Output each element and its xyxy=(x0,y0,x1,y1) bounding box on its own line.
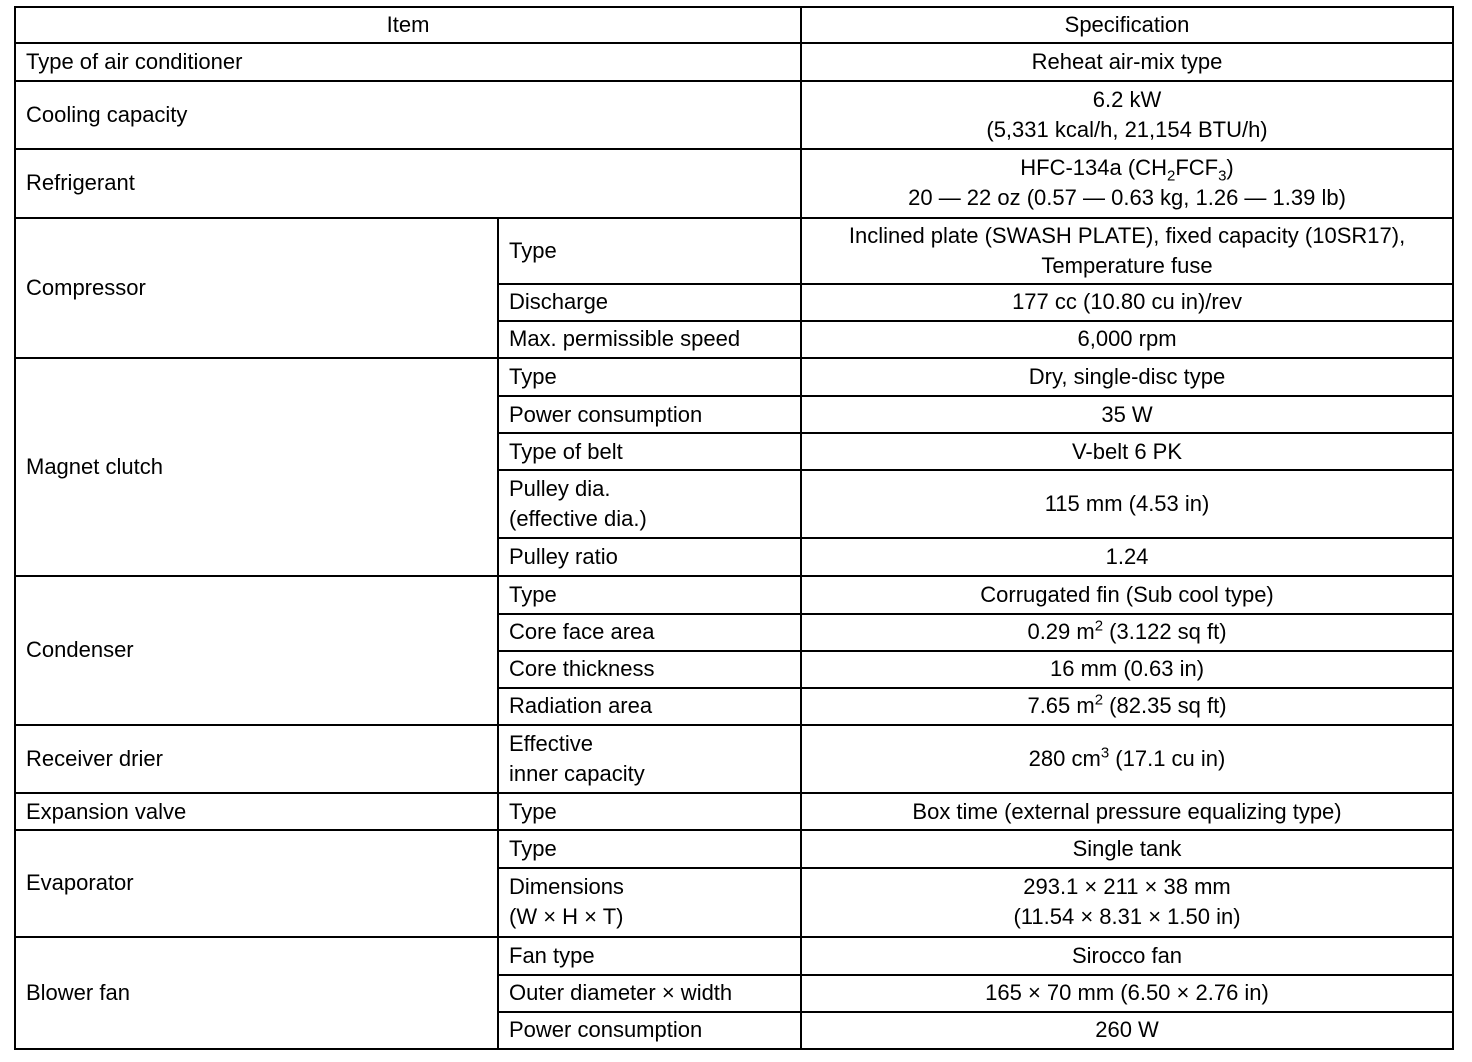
expansion-type-label: Type xyxy=(498,793,801,830)
receiver-capacity-label xyxy=(498,725,801,793)
clutch-type-label: Type xyxy=(498,358,801,396)
row-label-condenser: Condenser xyxy=(15,576,498,725)
refrigerant-value-line-2: 20 — 22 oz (0.57 — 0.63 kg, 1.26 — 1.39 lb) xyxy=(908,185,1346,211)
clutch-power-value: 35 W xyxy=(801,396,1453,433)
header-item: Item xyxy=(15,7,801,43)
table-row xyxy=(15,149,1453,217)
row-label-refrigerant: Refrigerant xyxy=(15,149,801,217)
refrigerant-subscript-1: 2 xyxy=(1166,167,1176,185)
blower-power-label: Power consumption xyxy=(498,1012,801,1049)
row-value-refrigerant xyxy=(801,149,1453,217)
radiation-part-2: (82.35 sq ft) xyxy=(1103,693,1227,719)
evaporator-dimensions-label-line-1: Dimensions xyxy=(509,874,624,900)
row-label-compressor: Compressor xyxy=(15,218,498,358)
condenser-radiation-label: Radiation area xyxy=(498,688,801,725)
clutch-belt-label: Type of belt xyxy=(498,433,801,470)
compressor-type-label: Type xyxy=(498,218,801,284)
refrigerant-formula-part-1: HFC-134a (CH xyxy=(1020,155,1167,181)
row-label-clutch: Magnet clutch xyxy=(15,358,498,576)
table-header-row xyxy=(15,7,1453,43)
compressor-speed-value: 6,000 rpm xyxy=(801,321,1453,358)
blower-outer-label: Outer diameter × width xyxy=(498,975,801,1012)
row-label-cooling: Cooling capacity xyxy=(15,81,801,149)
row-label-receiver: Receiver drier xyxy=(15,725,498,793)
evaporator-dimensions-value xyxy=(801,868,1453,936)
clutch-pulley-value: 115 mm (4.53 in) xyxy=(801,470,1453,538)
table-row xyxy=(15,793,1453,830)
receiver-capacity-label-line-2: inner capacity xyxy=(509,761,645,787)
condenser-type-value: Corrugated fin (Sub cool type) xyxy=(801,576,1453,614)
condenser-type-label: Type xyxy=(498,576,801,614)
condenser-core-area-value xyxy=(801,614,1453,651)
receiver-capacity-superscript: 3 xyxy=(1100,744,1110,762)
row-value-type-ac: Reheat air-mix type xyxy=(801,43,1453,81)
receiver-capacity-part-1: 280 cm xyxy=(1028,746,1101,772)
clutch-pulley-label-line-1: Pulley dia. xyxy=(509,476,611,502)
refrigerant-subscript-2: 3 xyxy=(1218,167,1227,185)
table-row xyxy=(15,725,1453,793)
core-area-part-2: (3.122 sq ft) xyxy=(1103,619,1227,645)
evaporator-type-label: Type xyxy=(498,830,801,868)
compressor-type-value-line-2: Temperature fuse xyxy=(1041,252,1213,278)
row-value-cooling xyxy=(801,81,1453,149)
blower-power-value: 260 W xyxy=(801,1012,1453,1049)
cooling-value-line-2: (5,331 kcal/h, 21,154 BTU/h) xyxy=(986,117,1268,143)
condenser-thickness-label: Core thickness xyxy=(498,651,801,688)
evaporator-dimensions-value-line-1: 293.1 × 211 × 38 mm xyxy=(1023,874,1231,900)
clutch-type-value: Dry, single-disc type xyxy=(801,358,1453,396)
compressor-discharge-value: 177 cc (10.80 cu in)/rev xyxy=(801,284,1453,321)
clutch-power-label: Power consumption xyxy=(498,396,801,433)
compressor-speed-label: Max. permissible speed xyxy=(498,321,801,358)
refrigerant-formula-part-3: ) xyxy=(1226,155,1234,181)
table-row xyxy=(15,81,1453,149)
row-label-type-ac: Type of air conditioner xyxy=(15,43,801,81)
header-specification: Specification xyxy=(801,7,1453,43)
evaporator-dimensions-label-line-2: (W × H × T) xyxy=(509,904,624,930)
condenser-radiation-value xyxy=(801,688,1453,725)
table-row xyxy=(15,218,1453,284)
table-row xyxy=(15,43,1453,81)
core-area-superscript: 2 xyxy=(1094,617,1104,635)
refrigerant-formula-part-2: FCF xyxy=(1175,155,1219,181)
evaporator-type-value: Single tank xyxy=(801,830,1453,868)
refrigerant-value-line-1 xyxy=(812,153,1442,183)
clutch-ratio-value: 1.24 xyxy=(801,538,1453,575)
receiver-capacity-value xyxy=(801,725,1453,793)
specification-table xyxy=(14,6,1454,1050)
evaporator-dimensions-value-line-2: (11.54 × 8.31 × 1.50 in) xyxy=(1013,904,1241,930)
row-label-evaporator: Evaporator xyxy=(15,830,498,936)
radiation-superscript: 2 xyxy=(1094,692,1104,710)
blower-fan-type-value: Sirocco fan xyxy=(801,937,1453,975)
compressor-type-value-line-1: Inclined plate (SWASH PLATE), fixed capacity (10SR17), xyxy=(848,222,1406,248)
row-label-expansion: Expansion valve xyxy=(15,793,498,830)
expansion-type-value: Box time (external pressure equalizing type) xyxy=(801,793,1453,830)
blower-outer-value: 165 × 70 mm (6.50 × 2.76 in) xyxy=(801,975,1453,1012)
clutch-ratio-label: Pulley ratio xyxy=(498,538,801,575)
compressor-type-value xyxy=(801,218,1453,284)
clutch-pulley-label xyxy=(498,470,801,538)
condenser-core-area-label: Core face area xyxy=(498,614,801,651)
evaporator-dimensions-label xyxy=(498,868,801,936)
blower-fan-type-label: Fan type xyxy=(498,937,801,975)
table-row xyxy=(15,937,1453,975)
compressor-discharge-label: Discharge xyxy=(498,284,801,321)
cooling-value-line-1: 6.2 kW xyxy=(1092,87,1162,113)
clutch-belt-value: V-belt 6 PK xyxy=(801,433,1453,470)
core-area-part-1: 0.29 m xyxy=(1027,619,1095,645)
table-row xyxy=(15,576,1453,614)
table-row xyxy=(15,358,1453,396)
condenser-thickness-value: 16 mm (0.63 in) xyxy=(801,651,1453,688)
radiation-part-1: 7.65 m xyxy=(1027,693,1095,719)
table-row xyxy=(15,830,1453,868)
clutch-pulley-label-line-2: (effective dia.) xyxy=(509,506,647,532)
row-label-blower: Blower fan xyxy=(15,937,498,1050)
receiver-capacity-label-line-1: Effective xyxy=(509,731,593,757)
receiver-capacity-part-2: (17.1 cu in) xyxy=(1109,746,1226,772)
